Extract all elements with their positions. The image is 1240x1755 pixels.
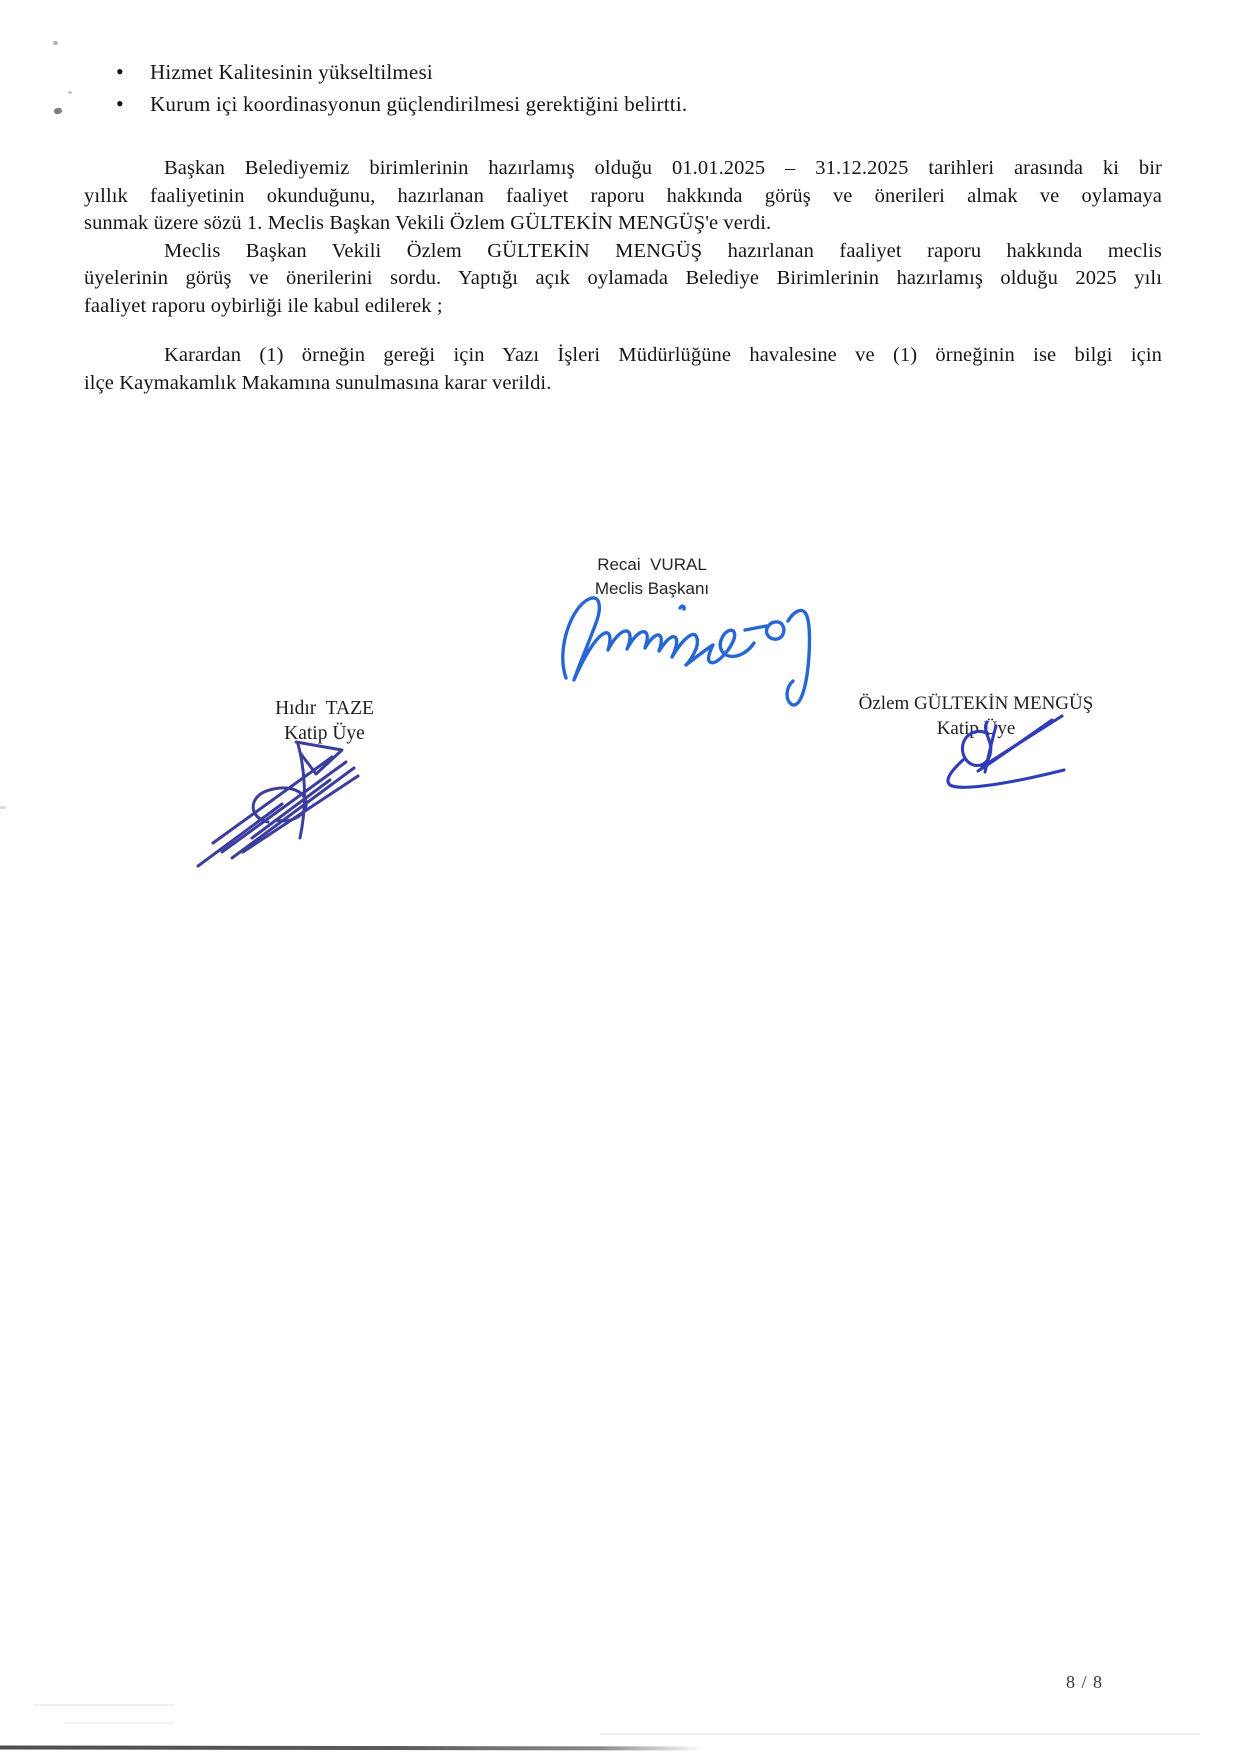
- bullet-list: [116, 56, 1096, 120]
- signature-block-katip-uye-right: [846, 691, 1106, 741]
- list-item: [116, 88, 1096, 120]
- signature-block-meclis-baskani: [552, 553, 752, 601]
- paragraph-line: yıllık faaliyetinin okunduğunu, hazırlanan faaliyet raporu hakkında görüş ve önerileri almak ve oylamaya: [84, 184, 1162, 207]
- bullet-text: Hizmet Kalitesinin yükseltilmesi: [150, 60, 433, 84]
- signer-name: Hıdır TAZE: [275, 698, 374, 719]
- body-paragraphs: [84, 155, 1162, 321]
- page-number: 8 / 8: [1066, 1672, 1104, 1692]
- bullet-icon: •: [116, 59, 124, 84]
- signer-title: Meclis Başkanı: [594, 579, 710, 598]
- scan-speck: [68, 91, 72, 94]
- scan-speck: [53, 41, 58, 45]
- scan-speck: [53, 107, 62, 115]
- paragraph-line: Başkan Belediyemiz birimlerinin hazırlamış olduğu 01.01.2025 – 31.12.2025 tarihleri arasında ki bir: [164, 157, 1162, 179]
- scan-faint-line: [600, 1733, 1200, 1735]
- paragraph-line: ilçe Kaymakamlık Makamına sunulmasına karar verildi.: [84, 371, 552, 394]
- signature-block-katip-uye-left: [227, 696, 422, 746]
- signer-name: Özlem GÜLTEKİN MENGÜŞ: [858, 693, 1094, 714]
- signer-title: Katip Üye: [284, 723, 365, 744]
- bullet-icon: •: [116, 91, 124, 116]
- scan-edge-mark: [0, 806, 6, 809]
- list-item: [116, 56, 1096, 88]
- paragraph-line: Meclis Başkan Vekili Özlem GÜLTEKİN MENGÜŞ hazırlanan faaliyet raporu hakkında meclis: [164, 239, 1162, 262]
- signer-name: Recai VURAL: [597, 555, 707, 574]
- bullet-text: Kurum içi koordinasyonun güçlendirilmesi gerektiğini belirtti.: [150, 92, 688, 116]
- paragraph-line: üyelerinin görüş ve önerilerini sordu. Yaptığı açık oylamada Belediye Birimlerinin hazırlamış olduğu 2025 yılı: [84, 267, 1162, 290]
- signature-ink-center: [563, 598, 810, 705]
- paragraph-line: Karardan (1) örneğin gereği için Yazı İşleri Müdürlüğüne havalesine ve (1) örneğinin ise bilgi için: [164, 344, 1162, 366]
- scan-edge-line: [0, 1746, 705, 1751]
- signature-ink-left: [198, 742, 358, 866]
- paragraph-line: faaliyet raporu oybirliği ile kabul edilerek ;: [84, 294, 443, 317]
- scan-smudge: [34, 1704, 174, 1706]
- decision-paragraph: [84, 342, 1162, 397]
- scan-smudge: [64, 1722, 174, 1724]
- signer-title: Katip Üye: [936, 718, 1016, 739]
- paragraph-line: sunmak üzere sözü 1. Meclis Başkan Vekili Özlem GÜLTEKİN MENGÜŞ'e verdi.: [84, 212, 772, 235]
